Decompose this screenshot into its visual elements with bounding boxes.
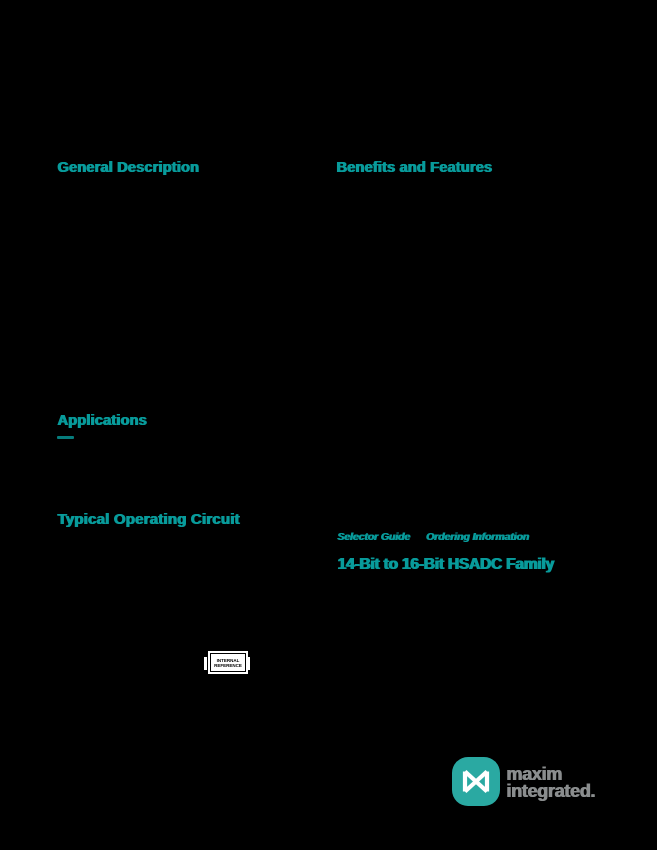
circuit-wire-stub-left [204, 657, 207, 670]
internal-reference-label-line1: INTERNAL [216, 657, 240, 663]
internal-reference-label-line2: REFERENCE [214, 662, 242, 668]
maxim-integrated-logo [452, 757, 595, 806]
document-links-row [337, 531, 529, 543]
logo-wordmark-line1: maxim [506, 764, 562, 784]
ordering-information-link[interactable]: Ordering Information [425, 531, 529, 543]
family-title: 14-Bit to 16-Bit HSADC Family [337, 556, 554, 573]
logo-wordmark [506, 766, 595, 800]
applications-heading: Applications [57, 413, 147, 429]
circuit-wire-stub-right [247, 657, 250, 670]
small-text-fragment [57, 436, 74, 439]
selector-guide-link[interactable]: Selector Guide [337, 531, 410, 543]
internal-reference-box [210, 653, 246, 672]
maxim-m-icon [452, 757, 500, 806]
typical-operating-circuit-heading: Typical Operating Circuit [57, 511, 240, 528]
logo-wordmark-line2: integrated. [506, 781, 595, 801]
benefits-and-features-heading: Benefits and Features [336, 160, 492, 176]
general-description-heading: General Description [57, 160, 199, 176]
